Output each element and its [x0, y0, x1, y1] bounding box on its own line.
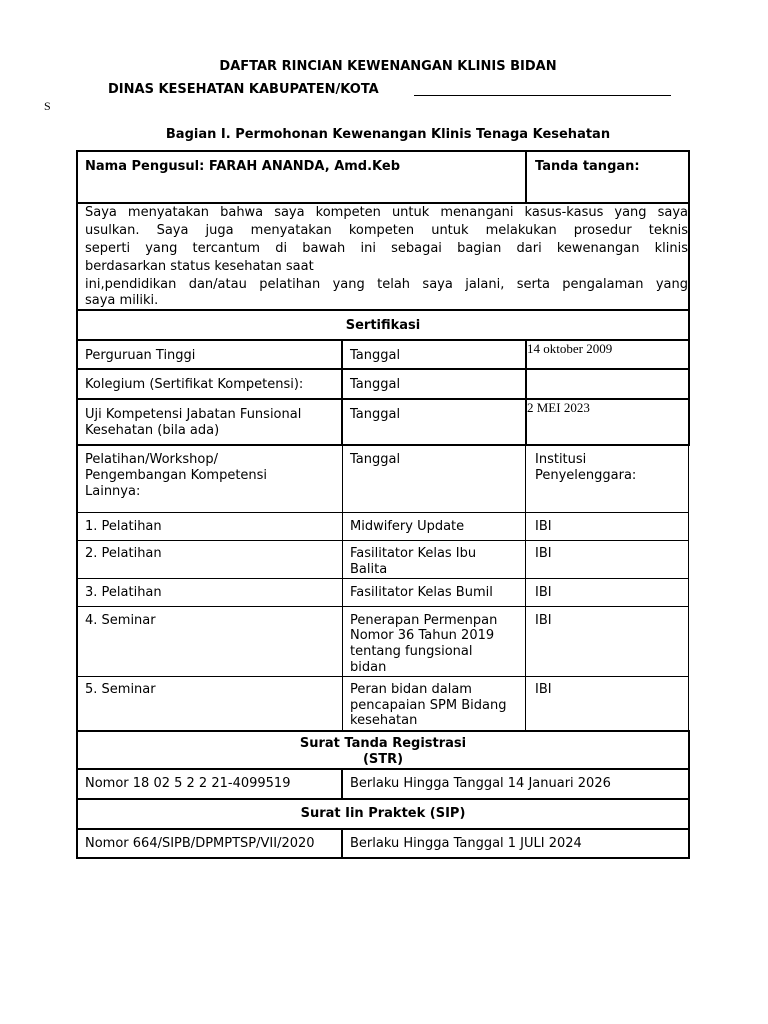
training-header-institusi: Institusi	[535, 452, 587, 467]
training-name: pencapaian SPM Bidang	[350, 698, 507, 713]
dinas-blank-line	[414, 95, 671, 96]
sertifikasi-heading: Sertifikasi	[345, 318, 421, 333]
training-institution: IBI	[535, 613, 552, 628]
training-name: Fasilitator Kelas Ibu	[350, 546, 477, 561]
cert-label: Perguruan Tinggi	[85, 348, 196, 363]
table-border	[342, 444, 343, 731]
training-header-label: Lainnya:	[85, 484, 141, 499]
training-institution: IBI	[535, 519, 552, 534]
training-institution: IBI	[535, 546, 552, 561]
table-border	[525, 150, 527, 204]
dinas-label: DINAS KESEHATAN KABUPATEN/KOTA	[108, 82, 379, 97]
training-name: Penerapan Permenpan	[350, 613, 498, 628]
cert-label: Uji Kompetensi Jabatan Funsional	[85, 407, 302, 422]
table-border	[341, 339, 343, 445]
sip-validity: Berlaku Hingga Tanggal 1 JULI 2024	[350, 836, 582, 851]
training-name: tentang fungsional	[350, 644, 473, 659]
table-border	[688, 444, 689, 731]
table-border	[76, 368, 690, 370]
statement-line: ini,pendidikan dan/atau pelatihan yang telah saya jalani, serta pengalaman yang	[85, 277, 688, 292]
table-border	[76, 828, 690, 830]
sip-heading: Surat Iin Praktek (SIP)	[300, 806, 466, 821]
training-name: Fasilitator Kelas Bumil	[350, 585, 493, 600]
cert-date-value: 14 oktober 2009	[527, 341, 613, 356]
table-border	[76, 540, 688, 541]
training-type: 1. Pelatihan	[85, 519, 162, 534]
document-title: DAFTAR RINCIAN KEWENANGAN KLINIS BIDAN	[219, 59, 557, 74]
training-header-label: Pengembangan Kompetensi	[85, 468, 268, 483]
cert-tanggal-label: Tanggal	[350, 407, 401, 422]
section-title: Bagian I. Permohonan Kewenangan Klinis Tenaga Kesehatan	[165, 127, 611, 142]
training-name: Nomor 36 Tahun 2019	[350, 628, 495, 643]
statement-line: Saya menyatakan bahwa saya kompeten untuk menangani kasus-kasus yang saya	[85, 205, 688, 220]
sip-number: Nomor 664/SIPB/DPMPTSP/VII/2020	[85, 836, 315, 851]
cert-label: Kesehatan (bila ada)	[85, 423, 220, 438]
stray-mark: S	[44, 99, 51, 113]
cert-label: Kolegium (Sertifikat Kompetensi):	[85, 377, 304, 392]
table-border	[76, 798, 690, 800]
training-header-institusi: Penyelenggara:	[535, 468, 637, 483]
statement-line: berdasarkan status kesehatan saat	[85, 259, 314, 274]
table-border	[76, 578, 688, 579]
statement-line: usulkan. Saya juga menyatakan kompeten untuk melakukan prosedur teknis	[85, 223, 688, 238]
training-header-tanggal: Tanggal	[350, 452, 401, 467]
training-name: Peran bidan dalam	[350, 682, 472, 697]
table-border	[76, 857, 690, 859]
training-type: 3. Pelatihan	[85, 585, 162, 600]
table-border	[76, 512, 688, 513]
str-validity: Berlaku Hingga Tanggal 14 Januari 2026	[350, 776, 611, 791]
str-heading: Surat Tanda Registrasi	[299, 736, 467, 751]
table-border	[76, 768, 690, 770]
table-border	[76, 606, 688, 607]
training-name: Balita	[350, 562, 388, 577]
statement-line: seperti yang tercantum di bawah ini sebagai bagian dari kewenangan klinis	[85, 241, 688, 256]
applicant-name: Nama Pengusul: FARAH ANANDA, Amd.Keb	[85, 159, 401, 174]
table-border	[525, 444, 526, 731]
training-institution: IBI	[535, 585, 552, 600]
statement-line: saya miliki.	[85, 293, 159, 308]
training-type: 5. Seminar	[85, 682, 156, 697]
table-border	[76, 730, 690, 732]
table-border	[76, 444, 690, 446]
table-border	[76, 398, 690, 400]
table-border	[76, 676, 688, 677]
table-border	[341, 828, 343, 859]
training-name: Midwifery Update	[350, 519, 465, 534]
str-number: Nomor 18 02 5 2 2 21-4099519	[85, 776, 291, 791]
training-header-label: Pelatihan/Workshop/	[85, 452, 219, 467]
signature-label: Tanda tangan:	[535, 159, 640, 174]
training-type: 2. Pelatihan	[85, 546, 162, 561]
training-name: kesehatan	[350, 713, 418, 728]
training-type: 4. Seminar	[85, 613, 156, 628]
table-border	[76, 150, 690, 152]
table-border	[341, 768, 343, 799]
training-institution: IBI	[535, 682, 552, 697]
table-border	[688, 150, 690, 445]
training-name: bidan	[350, 660, 387, 675]
cert-date-value: 2 MEI 2023	[527, 400, 590, 415]
str-heading: (STR)	[362, 752, 404, 767]
cert-tanggal-label: Tanggal	[350, 348, 401, 363]
cert-tanggal-label: Tanggal	[350, 377, 401, 392]
